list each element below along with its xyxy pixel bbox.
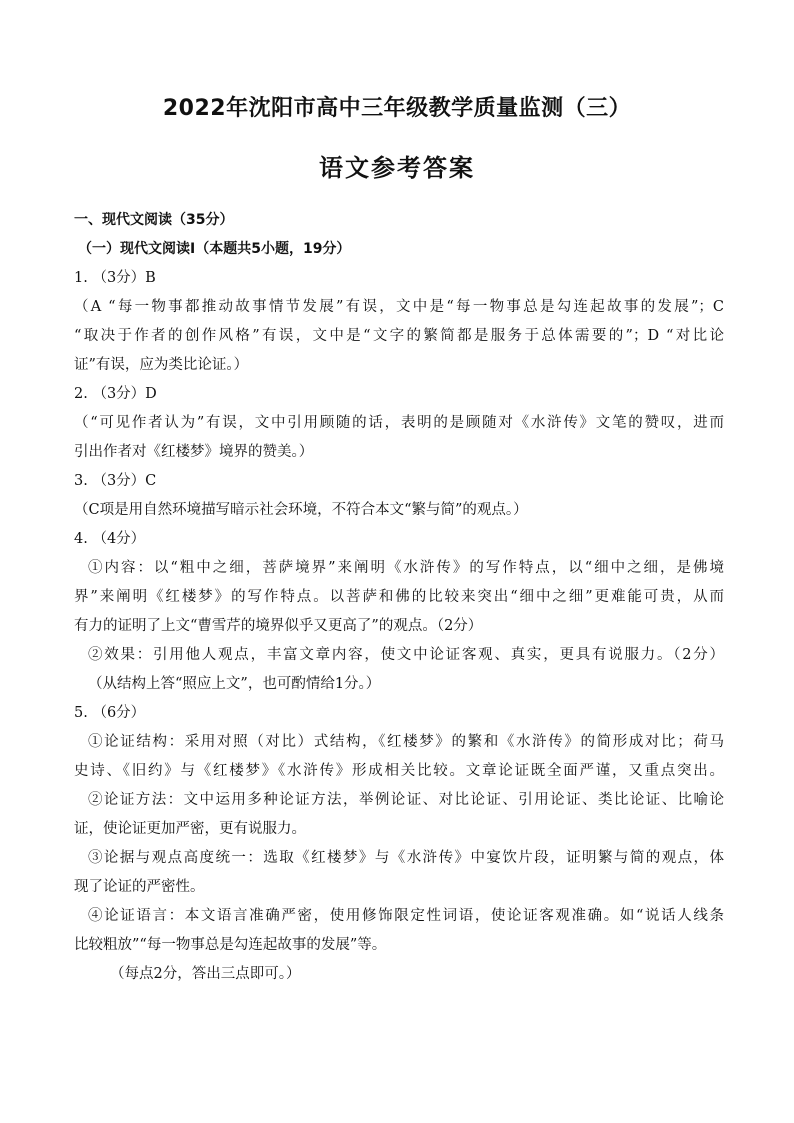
answer-line: 界”来阐明《红楼梦》的写作特点。以菩萨和佛的比较来突出“细中之细”更难能可贵，从而 <box>74 589 724 605</box>
answer-line: 引出作者对《红楼梦》境界的赞美。） <box>74 444 314 460</box>
answer-line: 1. （3分）B <box>74 270 156 286</box>
answer-line: （“可见作者认为”有误，文中引用顾随的话，表明的是顾随对《水浒传》文笔的赞叹，进而 <box>74 415 724 431</box>
answer-line: 2. （3分）D <box>74 386 157 402</box>
document-subtitle: 语文参考答案 <box>319 154 475 182</box>
section-heading: （一）现代文阅读Ⅰ（本题共5小题，19分） <box>78 241 351 257</box>
answer-line: （每点2分，答出三点即可。） <box>110 966 301 982</box>
section-heading: 一、现代文阅读（35分） <box>74 212 234 228</box>
answer-content <box>74 206 724 989</box>
answer-line: 3. （3分）C <box>74 473 157 489</box>
answer-line: 证，使论证更加严密，更有说服力。 <box>74 821 306 837</box>
answer-line: （A “每一物事都推动故事情节发展”有误，文中是“每一物事总是勾连起故事的发展”；C <box>74 299 724 315</box>
answer-line: 比较粗放”“每一物事总是勾连起故事的发展”等。 <box>74 937 387 953</box>
answer-line: ②效果：引用他人观点，丰富文章内容，使文中论证客观、真实，更具有说服力。（2分） <box>88 647 724 663</box>
answer-line: ③论据与观点高度统一：选取《红楼梦》与《水浒传》中宴饮片段，证明繁与简的观点，体 <box>88 850 724 866</box>
answer-line: 史诗、《旧约》与《红楼梦》《水浒传》形成相关比较。文章论证既全面严谨，又重点突出。 <box>74 763 724 779</box>
answer-line: 4. （4分） <box>74 531 146 547</box>
answer-line: ①论证结构：采用对照（对比）式结构，《红楼梦》的繁和《水浒传》的简形成对比；荷马 <box>88 734 724 750</box>
answer-line: ④论证语言：本文语言准确严密，使用修饰限定性词语，使论证客观准确。如“说话人线条 <box>88 908 724 924</box>
answer-line: ①内容：以“粗中之细，菩萨境界”来阐明《水浒传》的写作特点，以“细中之细，是佛境 <box>88 560 724 576</box>
answer-line: 证”有误，应为类比论证。） <box>74 357 249 373</box>
answer-line: “取决于作者的创作风格”有误，文中是“文字的繁简都是服务于总体需要的”；D “对比论 <box>74 328 724 344</box>
answer-line: 有力的证明了上文“曹雪芹的境界似乎又更高了”的观点。（2分） <box>74 618 483 634</box>
answer-line: ②论证方法：文中运用多种论证方法，举例论证、对比论证、引用论证、类比论证、比喻论 <box>88 792 724 808</box>
answer-line: 5. （6分） <box>74 705 146 721</box>
answer-line: （C项是用自然环境描写暗示社会环境，不符合本文“繁与简”的观点。） <box>74 502 528 518</box>
document-title: 2022年沈阳市高中三年级教学质量监测（三） <box>162 96 632 121</box>
answer-line: （从结构上答“照应上文”，也可酌情给1分。） <box>88 676 381 692</box>
answer-line: 现了论证的严密性。 <box>74 879 205 895</box>
